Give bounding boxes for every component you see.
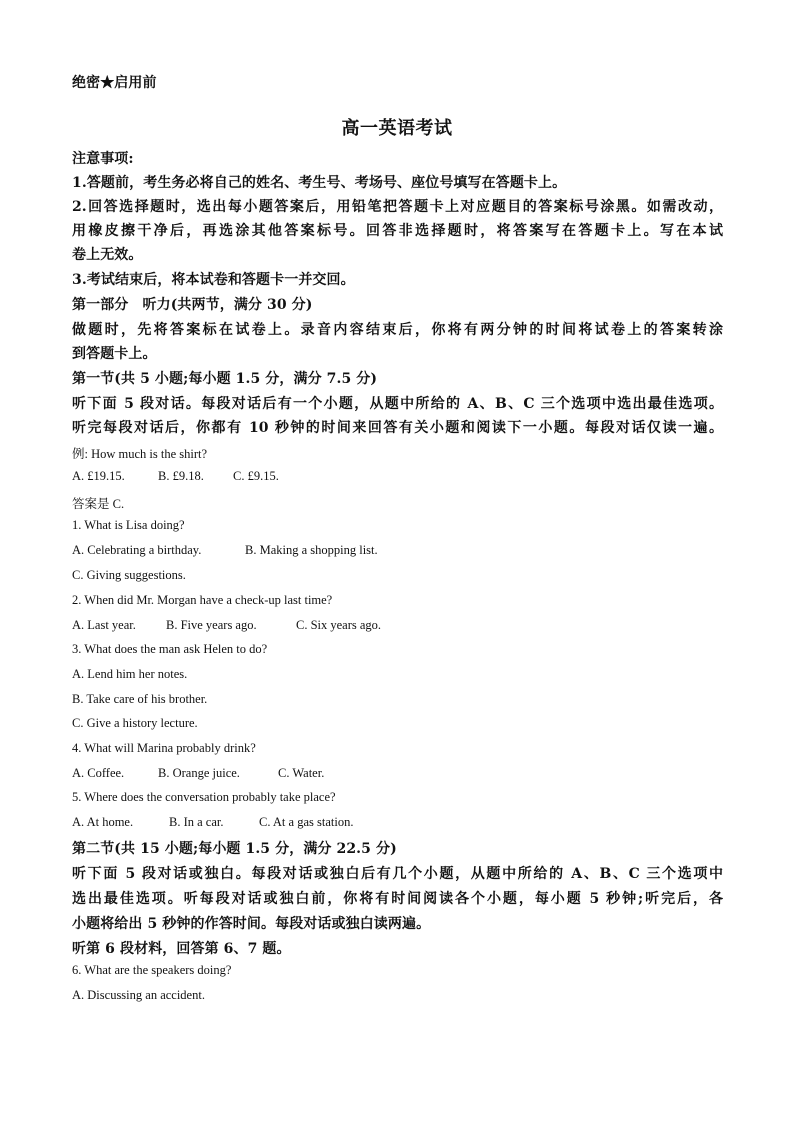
question-1-option-b: B. Making a shopping list. — [245, 543, 378, 557]
notice-item-2-line-1: 2.回答选择题时，选出每小题答案后，用铅笔把答题卡上对应题目的答案标号涂黑。如需改动， — [72, 199, 723, 215]
notice-item-2-line-2: 用橡皮擦干净后，再选涂其他答案标号。回答非选择题时，将答案写在答题卡上。写在本试 — [72, 223, 723, 239]
question-3-option-a: A. Lend him her notes. — [72, 667, 188, 681]
part1-heading: 第一部分 听力(共两节，满分 30 分) — [72, 297, 313, 313]
question-5-option-a: A. At home. — [72, 815, 134, 829]
question-1: 1. What is Lisa doing? — [72, 518, 185, 532]
part1-intro-line-2: 到答题卡上。 — [72, 346, 157, 362]
question-1-option-a: A. Celebrating a birthday. — [72, 543, 202, 557]
notice-item-1: 1.答题前，考生务必将自己的姓名、考生号、考场号、座位号填写在答题卡上。 — [72, 175, 567, 191]
page-title: 高一英语考试 — [341, 118, 453, 139]
section1-instr-line-2: 听完每段对话后，你都有 10 秒钟的时间来回答有关小题和阅读下一小题。每段对话仅读一遍。 — [72, 420, 723, 436]
example-option-a: A. £19.15. — [72, 469, 125, 483]
section2-instr-line-3: 小题将给出 5 秒钟的作答时间。每段对话或独白读两遍。 — [72, 916, 431, 932]
question-5-options-row — [72, 815, 353, 830]
part1-intro-line-1: 做题时，先将答案标在试卷上。录音内容结束后，你将有两分钟的时间将试卷上的答案转涂 — [72, 322, 723, 338]
question-2-option-a: A. Last year. — [72, 618, 136, 632]
question-4: 4. What will Marina probably drink? — [72, 741, 256, 755]
secret-mark: 绝密★启用前 — [72, 75, 157, 91]
question-4-option-c: C. Water. — [278, 766, 325, 780]
section1-instr-line-1: 听下面 5 段对话。每段对话后有一个小题，从题中所给的 A、B、C 三个选项中选出最佳选项。 — [72, 396, 723, 412]
question-4-option-b: B. Orange juice. — [158, 766, 240, 780]
question-4-options-row — [72, 766, 324, 781]
example-answer: 答案是 C. — [72, 497, 125, 511]
question-5-option-b: B. In a car. — [169, 815, 224, 829]
example-question: 例: How much is the shirt? — [72, 447, 208, 461]
notice-heading: 注意事项: — [72, 151, 134, 167]
question-2-option-b: B. Five years ago. — [166, 618, 257, 632]
question-4-option-a: A. Coffee. — [72, 766, 125, 780]
question-2-option-c: C. Six years ago. — [296, 618, 382, 632]
notice-item-2-line-3: 卷上无效。 — [72, 247, 143, 263]
question-2-options-row — [72, 618, 381, 633]
example-option-b: B. £9.18. — [158, 469, 204, 483]
section1-heading: 第一节(共 5 小题;每小题 1.5 分，满分 7.5 分) — [72, 371, 378, 387]
question-2: 2. When did Mr. Morgan have a check-up last time? — [72, 593, 333, 607]
material-6-heading: 听第 6 段材料，回答第 6、7 题。 — [72, 941, 291, 957]
question-1-option-c: C. Giving suggestions. — [72, 568, 186, 582]
example-option-c: C. £9.15. — [233, 469, 279, 483]
example-options — [72, 469, 279, 484]
question-5-option-c: C. At a gas station. — [259, 815, 354, 829]
section2-heading: 第二节(共 15 小题;每小题 1.5 分，满分 22.5 分) — [72, 841, 397, 857]
question-1-options-row — [72, 543, 378, 558]
question-3: 3. What does the man ask Helen to do? — [72, 642, 268, 656]
section2-instr-line-1: 听下面 5 段对话或独白。每段对话或独白后有几个小题，从题中所给的 A、B、C 三个选项中 — [72, 866, 723, 882]
section2-instr-line-2: 选出最佳选项。听每段对话或独白前，你将有时间阅读各个小题，每小题 5 秒钟;听完后，各 — [72, 891, 723, 907]
question-5: 5. Where does the conversation probably take place? — [72, 790, 336, 804]
question-3-option-b: B. Take care of his brother. — [72, 692, 208, 706]
question-6-option-a: A. Discussing an accident. — [72, 988, 205, 1002]
question-3-option-c: C. Give a history lecture. — [72, 716, 198, 730]
notice-item-3: 3.考试结束后，将本试卷和答题卡一并交回。 — [72, 272, 355, 288]
question-6: 6. What are the speakers doing? — [72, 963, 232, 977]
